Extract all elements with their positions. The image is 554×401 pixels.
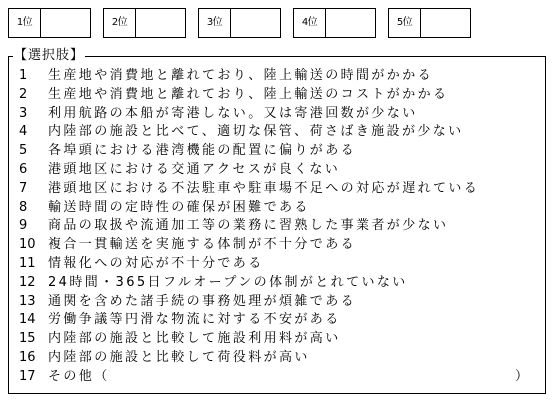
option-text: 内陸部の施設と比較して荷役料が高い	[48, 350, 310, 365]
rank-answer-row	[0, 0, 554, 40]
other-close-paren: ）	[515, 368, 529, 384]
option-item-4	[9, 123, 545, 141]
rank-label: 4位	[294, 9, 326, 37]
option-item-10	[9, 236, 545, 254]
option-item-1	[9, 67, 545, 85]
option-text: その他（	[48, 368, 110, 384]
option-text: 生産地や消費地と離れており、陸上輸送のコストがかかる	[48, 86, 449, 102]
option-text: 24時間・365日フルオープンの体制がとれていない	[48, 274, 408, 290]
option-number: 15	[19, 331, 36, 347]
option-text: 港頭地区における交通アクセスが良くない	[48, 162, 341, 177]
option-number: 2	[19, 86, 28, 102]
option-text: 生産地や消費地と離れており、陸上輸送の時間がかかる	[48, 68, 434, 83]
option-text: 複合一貫輸送を実施する体制が不十分である	[48, 237, 357, 253]
option-number: 4	[19, 124, 28, 140]
option-number: 7	[19, 180, 28, 196]
option-number: 12	[19, 274, 36, 290]
rank-label: 2位	[104, 9, 136, 37]
option-item-17	[9, 368, 545, 386]
option-item-14	[9, 311, 545, 329]
option-number: 1	[19, 68, 28, 83]
option-number: 9	[19, 218, 28, 234]
option-text: 輸送時間の定時性の確保が困難である	[48, 199, 310, 215]
rank-answer-field[interactable]	[231, 9, 280, 37]
option-item-6	[9, 161, 545, 179]
option-text: 各埠頭における港湾機能の配置に偏りがある	[48, 143, 357, 159]
option-item-15	[9, 330, 545, 348]
option-item-3	[9, 105, 545, 123]
option-text: 港頭地区における不法駐車や駐車場不足への対応が遅れている	[48, 180, 480, 196]
option-text: 利用航路の本船が寄港しない。又は寄港回数が少ない	[48, 105, 418, 121]
option-number: 5	[19, 143, 28, 159]
option-text: 通関を含めた諸手続の事務処理が煩雑である	[48, 293, 357, 309]
option-item-7	[9, 180, 545, 198]
option-item-8	[9, 199, 545, 217]
rank-box-2	[103, 8, 186, 38]
options-list	[9, 57, 545, 393]
option-number: 14	[19, 312, 36, 328]
option-item-13	[9, 293, 545, 311]
options-panel-title: 【選択肢】	[14, 48, 85, 63]
rank-label: 1位	[9, 9, 41, 37]
option-number: 13	[19, 293, 36, 309]
option-text: 情報化への対応が不十分である	[48, 256, 264, 271]
rank-label: 3位	[199, 9, 231, 37]
option-item-16	[9, 349, 545, 367]
rank-box-1	[8, 8, 91, 38]
option-item-9	[9, 217, 545, 235]
rank-answer-field[interactable]	[326, 9, 375, 37]
option-item-11	[9, 255, 545, 273]
option-number: 8	[19, 199, 28, 215]
rank-answer-field[interactable]	[41, 9, 90, 37]
option-text: 労働争議等円滑な物流に対する不安がある	[48, 312, 341, 328]
option-item-5	[9, 142, 545, 160]
rank-answer-field[interactable]	[136, 9, 185, 37]
option-number: 17	[19, 368, 36, 384]
options-panel	[8, 48, 546, 394]
rank-box-4	[293, 8, 376, 38]
rank-answer-field[interactable]	[421, 9, 470, 37]
option-text: 内陸部の施設と比較して施設利用料が高い	[48, 331, 341, 347]
option-number: 11	[19, 256, 36, 271]
rank-box-5	[388, 8, 471, 38]
option-text: 内陸部の施設と比べて、適切な保管、荷さばき施設が少ない	[48, 124, 464, 140]
option-number: 6	[19, 162, 28, 177]
rank-box-3	[198, 8, 281, 38]
option-number: 16	[19, 350, 36, 365]
option-number: 10	[19, 237, 36, 253]
option-item-12	[9, 274, 545, 292]
option-number: 3	[19, 105, 28, 121]
option-item-2	[9, 86, 545, 104]
option-text: 商品の取扱や流通加工等の業務に習熟した事業者が少ない	[48, 218, 449, 234]
other-write-in-field[interactable]	[121, 369, 511, 385]
rank-label: 5位	[389, 9, 421, 37]
